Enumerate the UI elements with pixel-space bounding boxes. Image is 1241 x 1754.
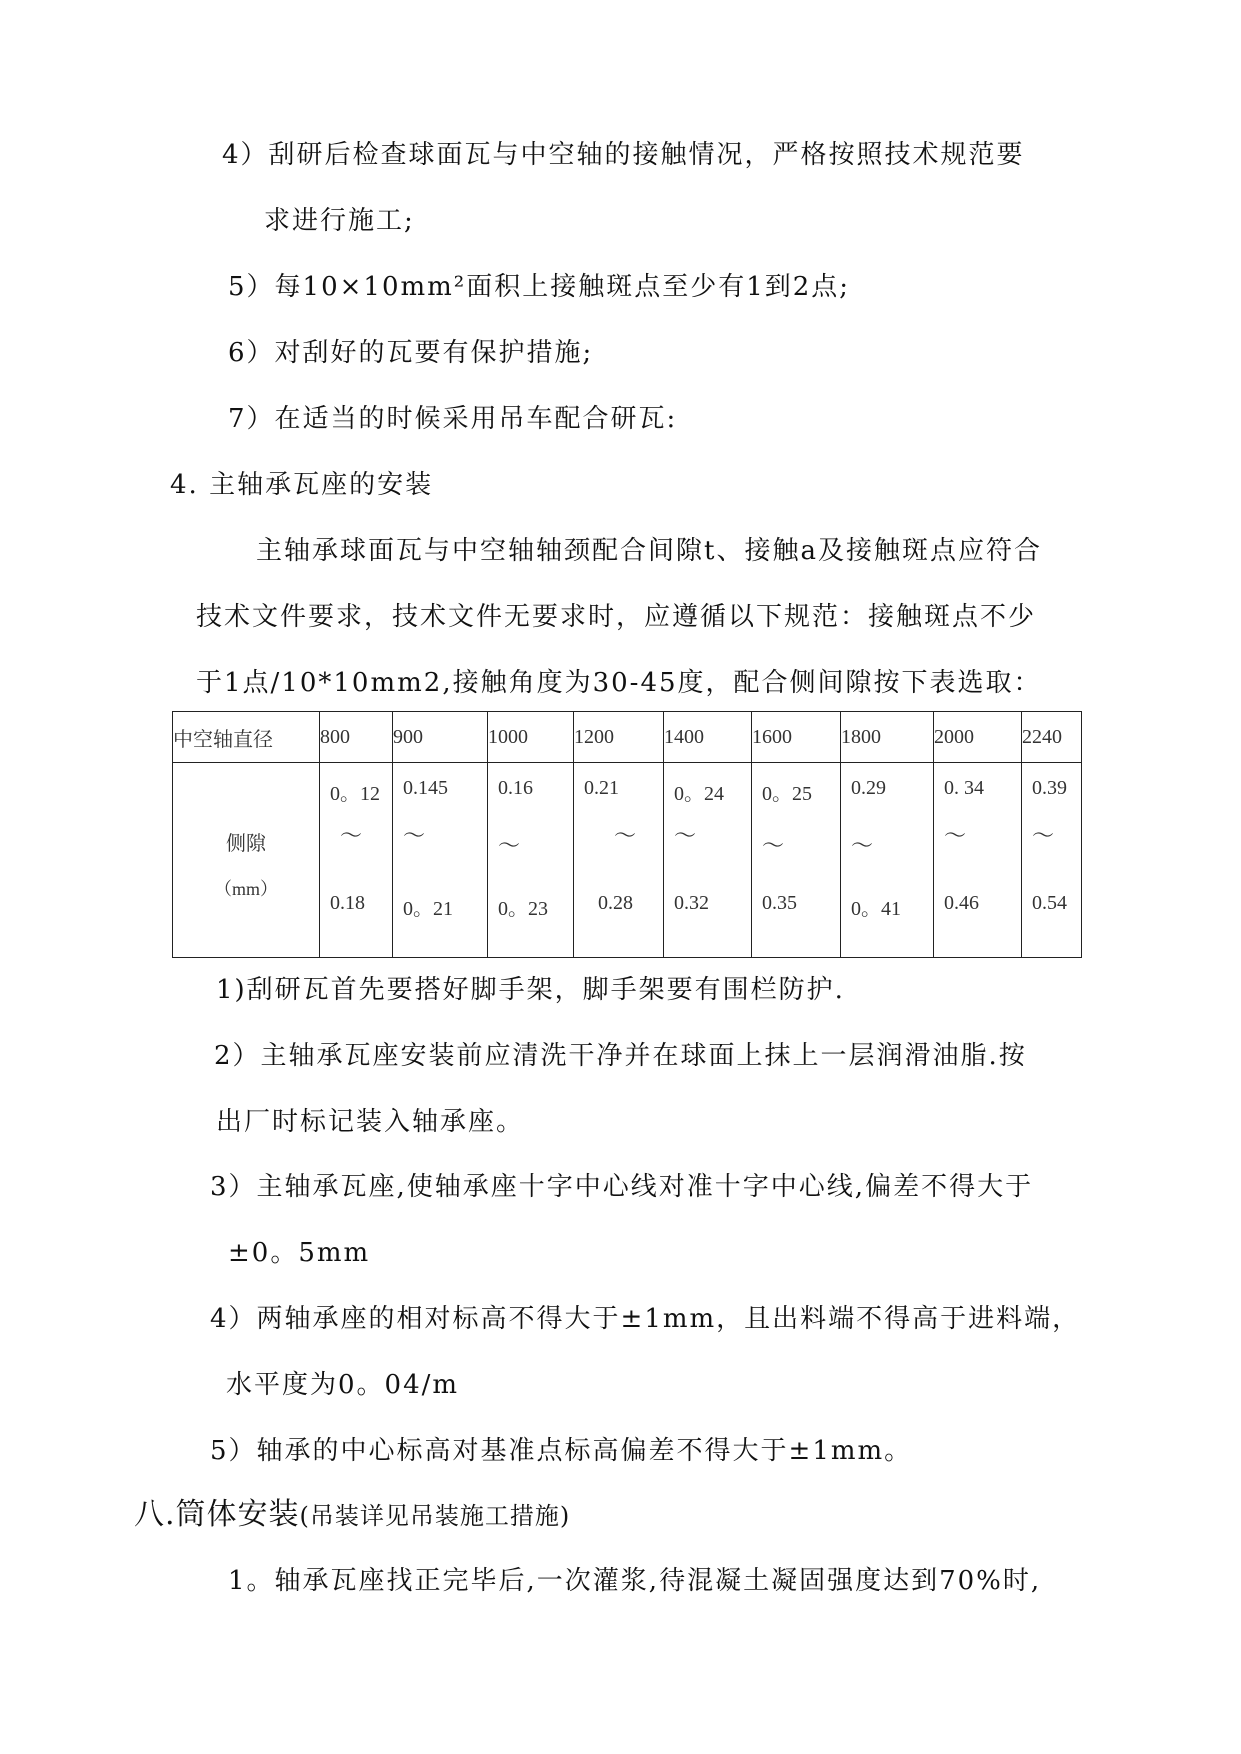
text-line: 3）主轴承瓦座,使轴承座十字中心线对准十字中心线,偏差不得大于 [210, 1172, 1034, 1202]
table-cell-diameter: 800 [320, 712, 393, 763]
text-line: ±0。5mm [228, 1238, 371, 1268]
section-heading [134, 1497, 571, 1532]
section-title: 八.筒体安装 [134, 1497, 300, 1532]
clearance-label: 侧隙 [226, 833, 266, 855]
range-max: 0.28 [598, 892, 633, 914]
text-line: 于1点/10*10mm2,接触角度为30-45度，配合侧间隙按下表选取： [196, 668, 1042, 698]
range-max: 0。21 [403, 898, 453, 920]
range-min: 0. 34 [944, 777, 984, 799]
table-cell-range [393, 763, 488, 958]
range-tilde: ～ [674, 823, 697, 848]
table-clearance-row [173, 763, 1082, 958]
text-line: 2）主轴承瓦座安装前应清洗干净并在球面上抹上一层润滑油脂.按 [214, 1041, 1027, 1071]
range-min: 0.16 [498, 777, 533, 799]
range-min: 0.29 [851, 777, 886, 799]
table-cell-range [320, 763, 393, 958]
range-max: 0。23 [498, 898, 548, 920]
range-tilde: ～ [614, 823, 637, 848]
range-tilde: ～ [340, 823, 363, 848]
text-line: 4）两轴承座的相对标高不得大于±1mm，且出料端不得高于进料端， [210, 1304, 1081, 1334]
range-min: 0.21 [584, 777, 619, 799]
table-cell-diameter: 1600 [752, 712, 841, 763]
text-line: 4）刮研后检查球面瓦与中空轴的接触情况，严格按照技术规范要 [222, 140, 1025, 170]
table-cell-diameter: 900 [393, 712, 488, 763]
table-cell-range [841, 763, 934, 958]
clearance-table [172, 711, 1082, 958]
table-cell-diameter: 1200 [574, 712, 664, 763]
range-tilde: ～ [851, 833, 874, 858]
range-max: 0.46 [944, 892, 979, 914]
text-line: 5）每10×10mm²面积上接触斑点至少有1到2点; [228, 272, 851, 302]
text-line: 1。轴承瓦座找正完毕后,一次灌浆,待混凝土凝固强度达到70%时, [228, 1566, 1042, 1596]
range-max: 0.54 [1032, 892, 1067, 914]
table-header-label: 中空轴直径 [173, 712, 320, 763]
text-line: 7）在适当的时候采用吊车配合研瓦: [228, 404, 678, 434]
text-line: 求进行施工; [264, 206, 415, 236]
range-tilde: ～ [403, 823, 426, 848]
clearance-unit: （mm） [213, 879, 278, 899]
section-subtitle: (吊装详见吊装施工措施) [299, 1502, 571, 1530]
subsection-heading: 4. 主轴承瓦座的安装 [170, 470, 434, 500]
text-line: 1)刮研瓦首先要搭好脚手架，脚手架要有围栏防护. [216, 975, 845, 1005]
range-min: 0。25 [762, 783, 812, 805]
range-max: 0.18 [330, 892, 365, 914]
text-line: 5）轴承的中心标高对基准点标高偏差不得大于±1mm。 [210, 1436, 913, 1466]
range-tilde: ～ [1032, 823, 1055, 848]
table-cell-range [488, 763, 574, 958]
table-cell-range [664, 763, 752, 958]
range-max: 0.35 [762, 892, 797, 914]
text-line: 出厂时标记装入轴承座。 [216, 1107, 525, 1137]
range-min: 0.39 [1032, 777, 1067, 799]
table-cell-range [574, 763, 664, 958]
range-min: 0。12 [330, 783, 380, 805]
range-tilde: ～ [944, 823, 967, 848]
text-line: 技术文件要求，技术文件无要求时，应遵循以下规范：接触斑点不少 [196, 602, 1037, 632]
table-header-row [173, 712, 1082, 763]
table-cell-range [1022, 763, 1082, 958]
range-tilde: ～ [498, 833, 521, 858]
table-cell-range [934, 763, 1022, 958]
text-line: 水平度为0。04/m [226, 1370, 460, 1400]
table-cell-range [752, 763, 841, 958]
range-min: 0。24 [674, 783, 724, 805]
range-min: 0.145 [403, 777, 448, 799]
range-tilde: ～ [762, 833, 785, 858]
text-line: 主轴承球面瓦与中空轴轴颈配合间隙t、接触a及接触斑点应符合 [256, 536, 1042, 566]
table-cell-diameter: 2000 [934, 712, 1022, 763]
range-max: 0.32 [674, 892, 709, 914]
table-cell-diameter: 2240 [1022, 712, 1082, 763]
table-cell-diameter: 1800 [841, 712, 934, 763]
table-row-label [173, 763, 320, 958]
table-cell-diameter: 1000 [488, 712, 574, 763]
table-cell-diameter: 1400 [664, 712, 752, 763]
range-max: 0。41 [851, 898, 901, 920]
text-line: 6）对刮好的瓦要有保护措施; [228, 338, 594, 368]
